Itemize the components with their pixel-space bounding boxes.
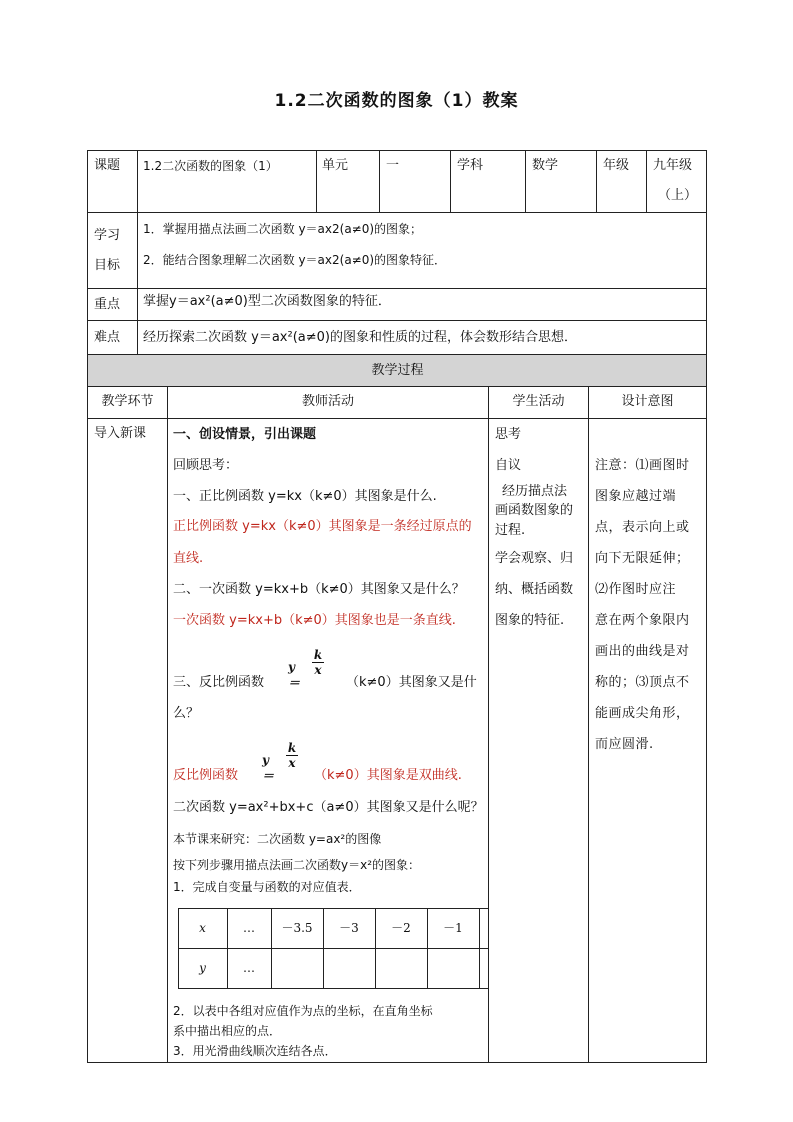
key-point-label: 重点 xyxy=(94,297,121,312)
design-line: 注意：⑴画图时 xyxy=(595,458,690,473)
subject-label: 学科 xyxy=(457,158,484,173)
design-line: 画出的曲线是对 xyxy=(595,644,690,659)
key-point-text: 掌握y＝ax²(a≠0)型二次函数图象的特征． xyxy=(143,294,391,309)
teacher-a1-line1: 正比例函数 y=kx（k≠0）其图象是一条经过原点的 xyxy=(173,519,472,534)
student-para1-line2: 画函数图象的 xyxy=(495,503,574,518)
teacher-step1: 1．完成自变量与函数的对应值表． xyxy=(173,880,361,894)
student-item-discuss: 自议 xyxy=(495,458,522,473)
student-para2-line3: 图象的特征. xyxy=(495,613,565,628)
document-title: 1.2二次函数的图象（1）教案 xyxy=(274,91,519,111)
teacher-q2: 二、一次函数 y=kx+b（k≠0）其图象又是什么？ xyxy=(173,582,465,597)
goal-item-1: 1．掌握用描点法画二次函数 y＝ax2(a≠0)的图象； xyxy=(143,222,423,236)
teacher-review: 回顾思考： xyxy=(173,458,239,473)
stage-name: 导入新课 xyxy=(94,426,147,441)
teacher-q3-suffix: （k≠0）其图象又是什 xyxy=(346,675,477,690)
design-line: 能画成尖角形， xyxy=(595,706,690,721)
value-table-cell: … xyxy=(243,921,255,935)
teacher-q3-line2: 么？ xyxy=(173,706,200,721)
value-table-cell: x xyxy=(199,921,206,935)
teacher-a3-prefix: 反比例函数 xyxy=(173,768,239,783)
col-student: 学生活动 xyxy=(512,394,565,409)
teacher-q4: 二次函数 y=ax²+bx+c（a≠0）其图象又是什么呢？ xyxy=(173,800,484,815)
design-line: 点，表示向上或 xyxy=(595,520,690,535)
student-item-think: 思考 xyxy=(495,427,522,442)
process-header: 教学过程 xyxy=(371,363,424,378)
difficulty-label: 难点 xyxy=(94,330,121,345)
topic-label: 课题 xyxy=(94,158,121,173)
value-table-cell: －2 xyxy=(391,921,411,935)
teacher-q3-prefix: 三、反比例函数 xyxy=(173,675,265,690)
teacher-a2: 一次函数 y=kx+b（k≠0）其图象也是一条直线. xyxy=(173,613,456,628)
grade-value-line1: 九年级 xyxy=(653,158,693,173)
unit-value: 一 xyxy=(386,158,400,173)
student-para1-line3: 过程. xyxy=(495,523,526,538)
student-para1-line1: 经历描点法 xyxy=(502,484,568,499)
teacher-a3-suffix: （k≠0）其图象是双曲线. xyxy=(314,768,462,783)
design-line: 称的；⑶顶点不 xyxy=(595,675,690,690)
unit-label: 单元 xyxy=(322,158,349,173)
student-para2-line2: 纳、概括函数 xyxy=(495,582,574,597)
design-line: 而应圆滑. xyxy=(595,737,654,752)
col-stage: 教学环节 xyxy=(101,394,154,409)
grade-label: 年级 xyxy=(603,158,630,173)
design-line: 图象应越过端 xyxy=(595,489,677,504)
col-design: 设计意图 xyxy=(621,394,674,409)
value-table-cell: －3 xyxy=(339,921,359,935)
teacher-a1-line2: 直线. xyxy=(173,551,204,566)
teacher-step3: 3．用光滑曲线顺次连结各点． xyxy=(173,1044,337,1058)
difficulty-text: 经历探索二次函数 y＝ax²(a≠0)的图象和性质的过程，体会数形结合思想． xyxy=(143,330,577,345)
topic-value: 1.2二次函数的图象（1） xyxy=(143,159,278,173)
design-line: 意在两个象限内 xyxy=(595,613,690,628)
subject-value: 数学 xyxy=(532,158,559,173)
teacher-study: 本节课来研究：二次函数 y=ax²的图像 xyxy=(173,832,382,846)
teacher-heading: 一、创设情景，引出课题 xyxy=(173,427,317,442)
goals-label-line2: 目标 xyxy=(94,258,121,273)
goals-label-line1: 学习 xyxy=(94,228,121,243)
teacher-step2-line1: 2．以表中各组对应值作为点的坐标，在直角坐标 xyxy=(173,1004,433,1018)
col-teacher: 教师活动 xyxy=(301,394,354,409)
value-table-cell: －3.5 xyxy=(281,921,313,935)
goal-item-2: 2．能结合图象理解二次函数 y＝ax2(a≠0)的图象特征． xyxy=(143,253,447,267)
teacher-q1: 一、正比例函数 y=kx（k≠0）其图象是什么. xyxy=(173,489,437,504)
student-para2-line1: 学会观察、归 xyxy=(495,551,574,566)
teacher-step2-line2: 系中描出相应的点． xyxy=(173,1024,282,1038)
value-table-cell: y xyxy=(199,961,206,975)
value-table-cell: … xyxy=(243,961,255,975)
grade-value-line2: （上） xyxy=(658,188,698,203)
value-table-cell: －1 xyxy=(443,921,463,935)
design-line: ⑵作图时应注 xyxy=(595,582,677,597)
teacher-steps-intro: 按下列步骤用描点法画二次函数y＝x²的图象： xyxy=(173,858,421,872)
design-line: 向下无限延伸； xyxy=(595,551,690,566)
